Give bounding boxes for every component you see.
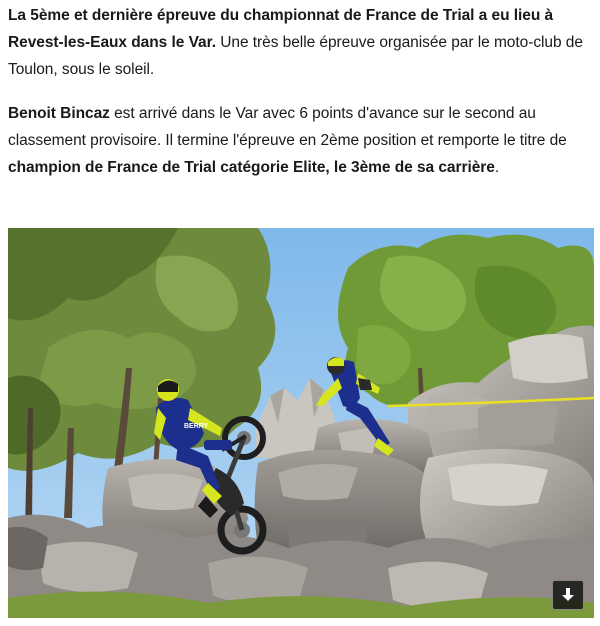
- paragraph-result: [8, 100, 594, 181]
- title-bold-text: champion de France de Trial catégorie Elite, le 3ème de sa carrière: [8, 159, 495, 176]
- result-text: est arrivé dans le Var avec 6 points d'avance sur le second au classement provisoire. Il termine l'épreuve en 2ème position et remporte le titre de: [8, 105, 567, 149]
- intro-text: Une très belle épreuve organisée par le moto-club de Toulon, sous le soleil.: [8, 34, 583, 78]
- trial-photo-illustration: [8, 228, 594, 618]
- download-arrow-icon: [561, 587, 575, 603]
- result-end-text: .: [494, 159, 500, 176]
- intro-bold-text: La 5ème et dernière épreuve du championnat de France de Trial a eu lieu à Revest-les-Eaux dans le Var.: [8, 7, 554, 51]
- paragraph-intro: [8, 2, 594, 83]
- trial-photo: [8, 228, 594, 618]
- rider-name: Benoit Bincaz: [8, 105, 110, 122]
- jersey-text: BERRY: [184, 423, 209, 430]
- download-button[interactable]: [552, 580, 584, 610]
